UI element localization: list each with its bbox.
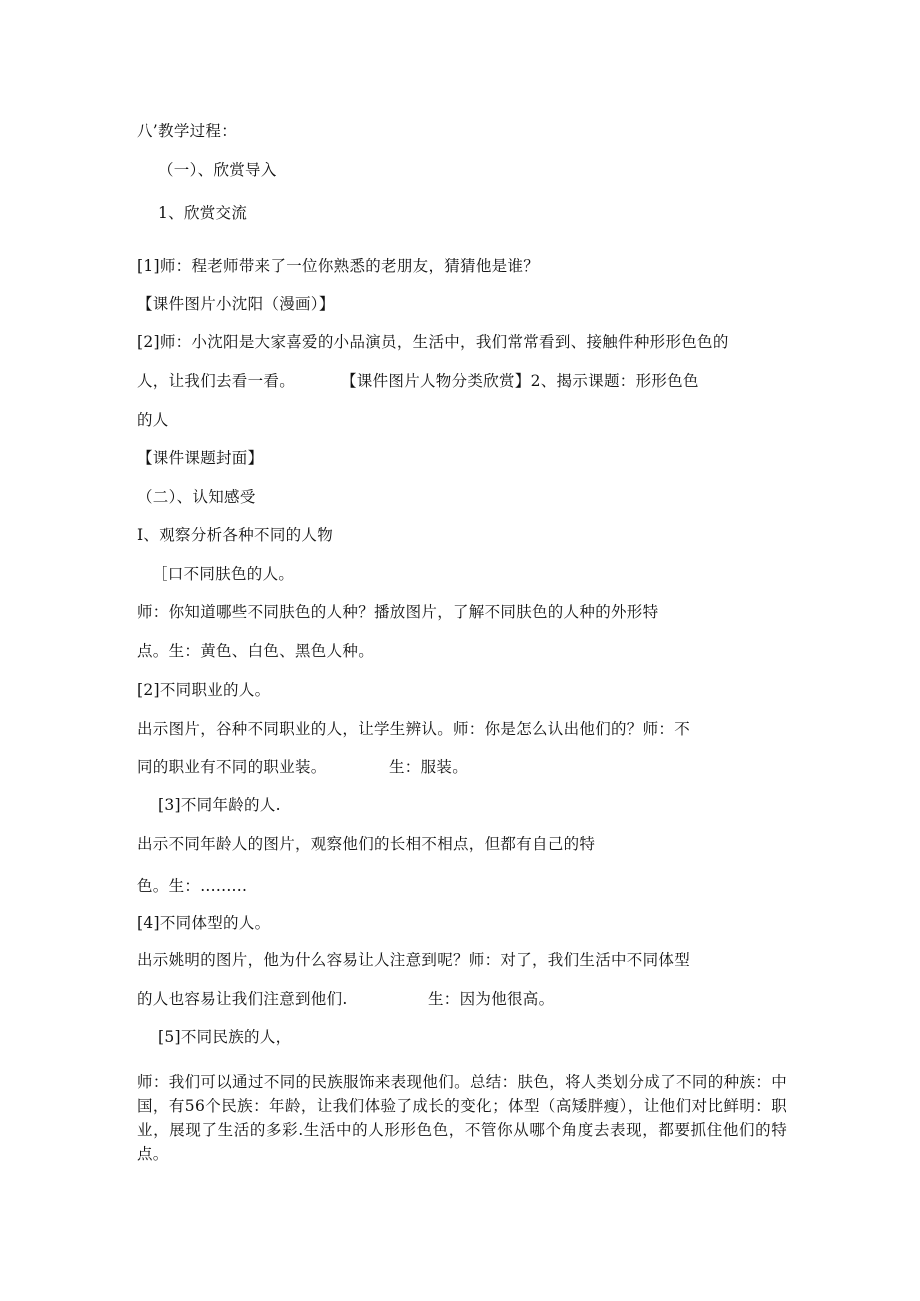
item-heading-age: [3]不同年龄的人. [158,796,281,814]
text-line: 生：服装。 [389,758,469,776]
text-line: 出示姚明的图片，他为什么容易让人注意到呢？师：对了，我们生活中不同体型 [137,951,691,969]
text-line: 同的职业有不同的职业装。 [137,758,327,776]
courseware-note: 【课件图片人物分类欣赏】2、揭示课题：形形色色 [341,372,699,390]
subsection-heading-cognitive-feeling: （二）、认知感受 [137,488,256,506]
item-heading-body-type: [4]不同体型的人。 [137,914,271,932]
item-heading-ethnicity: [5]不同民族的人， [158,1028,292,1046]
text-line: 人，让我们去看一看。 [137,372,296,390]
courseware-note: 【课件图片小沈阳（漫画）】 [137,295,335,313]
item-heading-skin-color: ［口不同肤色的人。 [152,565,295,583]
text-line: 出示不同年龄人的图片，观察他们的长相不相点，但都有自己的特 [137,835,596,853]
text-line: 的人 [137,411,169,429]
item-heading-observe-analyze: I、观察分析各种不同的人物 [137,526,334,544]
subsection-heading-appreciation-intro: （一）、欣赏导入 [158,161,277,179]
text-line: 的人也容易让我们注意到他们. [137,990,348,1008]
text-line: [1]师：程老师带来了一位你熟悉的老朋友，猜猜他是谁？ [137,257,540,275]
text-line: 师：你知道哪些不同肤色的人种？播放图片，了解不同肤色的人种的外形特 [137,603,659,621]
text-line: 色。生：......... [137,877,248,895]
item-heading-appreciation-exchange: 1、欣赏交流 [158,204,248,222]
courseware-note: 【课件课题封面】 [137,449,264,467]
section-heading-teaching-process: 八’教学过程： [137,122,238,140]
item-heading-occupation: [2]不同职业的人。 [137,681,271,699]
closing-paragraph: 师：我们可以通过不同的民族服饰来表现他们。总结：肤色，将人类划分成了不同的种族：中国，有56个民族：年龄，让我们体验了成长的变化；体型（高矮胖瘦），让他们对比鲜明：职业，展现了生活的多彩.生活中的人形形色色，不管你从哪个角度去表现，都要抓住他们的特点。 [137,1073,787,1163]
text-line: 出示图片，谷种不同职业的人，让学生辨认。师：你是怎么认出他们的？师：不 [137,720,691,738]
text-line: 点。生：黄色、白色、黑色人种。 [137,642,375,660]
text-line: 生：因为他很高。 [428,990,555,1008]
text-line: [2]师：小沈阳是大家喜爱的小品演员，生活中，我们常常看到、接触件种形形色色的 [137,333,729,351]
